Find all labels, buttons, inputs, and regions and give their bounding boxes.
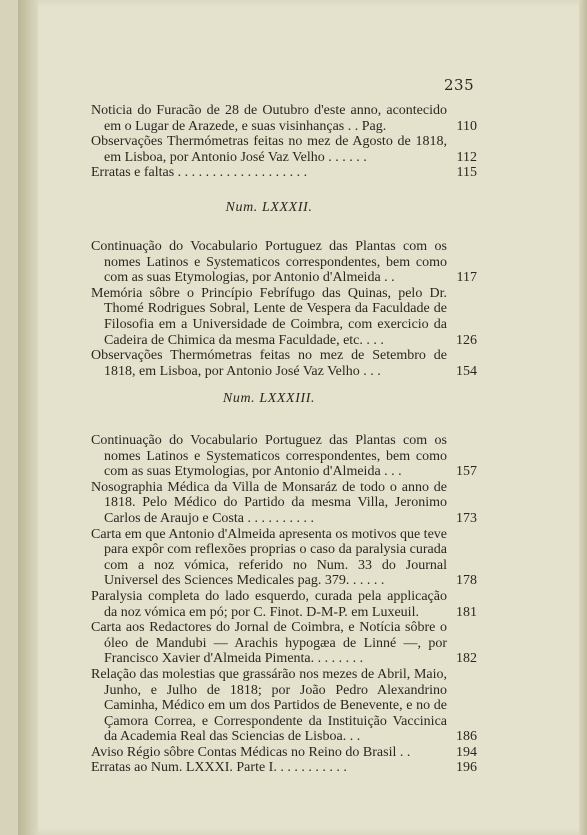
entry-page: 182	[456, 651, 477, 667]
entry-page: 117	[456, 270, 477, 286]
page-gutter	[18, 0, 38, 835]
entry-page: 194	[456, 744, 477, 760]
entry-text: Erratas ao Num. LXXXI. Parte I. . . . . . . . . . .	[91, 760, 347, 776]
page-edge	[579, 0, 587, 835]
toc-entry	[91, 285, 477, 348]
entry-text: Noticia do Furacão de 28 de Outubro d'este anno, acontecido em o Lugar de Arazede, e suas visinhanças . . Pag.	[91, 103, 447, 134]
entry-text: Aviso Régio sôbre Contas Médicas no Reino do Brasil . .	[91, 744, 411, 760]
toc-entry	[91, 760, 477, 776]
entry-page: 115	[456, 165, 477, 181]
entry-text: Observações Thermómetras feitas no mez de Setembro de 1818, em Lisboa, por Antonio José Vaz Velho . . .	[91, 348, 447, 379]
entry-page: 126	[456, 332, 477, 348]
toc-entry	[91, 526, 477, 589]
toc-entry	[91, 620, 477, 667]
entry-page: 186	[456, 729, 477, 745]
entry-page: 157	[456, 464, 477, 480]
entry-page: 154	[456, 363, 477, 379]
page-number: 235	[444, 76, 475, 94]
toc-entry	[91, 666, 477, 745]
book-page	[18, 0, 587, 835]
toc-section-2	[91, 239, 477, 379]
toc-entry	[91, 433, 477, 480]
entry-page: 181	[456, 604, 477, 620]
toc-entry	[91, 134, 477, 165]
entry-text: Nosographia Médica da Villa de Monsaráz de todo o anno de 1818. Pelo Médico do Partido da mesma Villa, Jeronimo Carlos de Araujo e Costa . . . . . . . . . .	[91, 479, 447, 526]
entry-page: 110	[456, 118, 477, 134]
entry-text: Paralysia completa do lado esquerdo, curada pela applicação da noz vómica em pó; por C. Finot. D-M-P. em Luxeuil.	[91, 588, 447, 620]
entry-text: Continuação do Vocabulario Portuguez das Plantas com os nomes Latinos e Systematicos correspondentes, bem como com as suas Etymologias, por Antonio d'Almeida . .	[91, 239, 447, 286]
entry-page: 112	[456, 149, 477, 165]
entry-text: Observações Thermómetras feitas no mez de Agosto de 1818, em Lisboa, por Antonio José Vaz Velho . . . . . .	[91, 134, 447, 165]
entry-page: 173	[456, 510, 477, 526]
entry-text: Continuação do Vocabulario Portuguez das Plantas com os nomes Latinos e Systematicos correspondentes, bem como com as suas Etymologias, por Antonio d'Almeida . . .	[91, 433, 447, 480]
toc-entry	[91, 744, 477, 761]
toc-section-3	[91, 433, 477, 776]
entry-text: Memória sôbre o Princípio Febrífugo das Quinas, pelo Dr. Thomé Rodrigues Sobral, Lente de Vespera da Faculdade de Filosofia em a Universidade de Coimbra, com exercicio da Cadeira de Chimica da mesma Faculdade, etc. . . .	[91, 285, 447, 348]
entry-page: 196	[456, 760, 477, 776]
toc-entry	[91, 239, 477, 286]
entry-text: Carta em que Antonio d'Almeida apresenta os motivos que teve para expôr com reflexões proprias o caso da paralysia curada com a noz vómica, referido no Num. 33 do Journal Universel des Sciences Medicales pag. 379. . . . . .	[91, 526, 447, 589]
section-heading: Num. LXXXIII.	[222, 391, 316, 406]
entry-text: Relação das molestias que grassárão nos mezes de Abril, Maio, Junho, e Julho de 1818; por João Pedro Alexandrino Caminha, Médico em um dos Partidos de Benevente, e no de Çamora Correa, e Correspondente da Instituição Vaccinica da Academia Real das Sciencias de Lisboa. . .	[91, 666, 447, 745]
toc-entry	[91, 348, 477, 379]
toc-entry	[91, 165, 477, 181]
toc-entry	[91, 103, 477, 134]
toc-section-1	[91, 103, 477, 181]
entry-text: Erratas e faltas . . . . . . . . . . . . . . . . . . .	[91, 165, 308, 181]
section-heading: Num. LXXXII.	[225, 200, 313, 215]
toc-entry	[91, 479, 477, 527]
toc-entry	[91, 588, 477, 620]
entry-page: 178	[456, 573, 477, 589]
entry-text: Carta aos Redactores do Jornal de Coimbra, e Notícia sôbre o óleo de Mandubi — Arachis hypogæa de Linné —, por Francisco Xavier d'Almeida Pimenta. . . . . . . .	[91, 620, 447, 667]
